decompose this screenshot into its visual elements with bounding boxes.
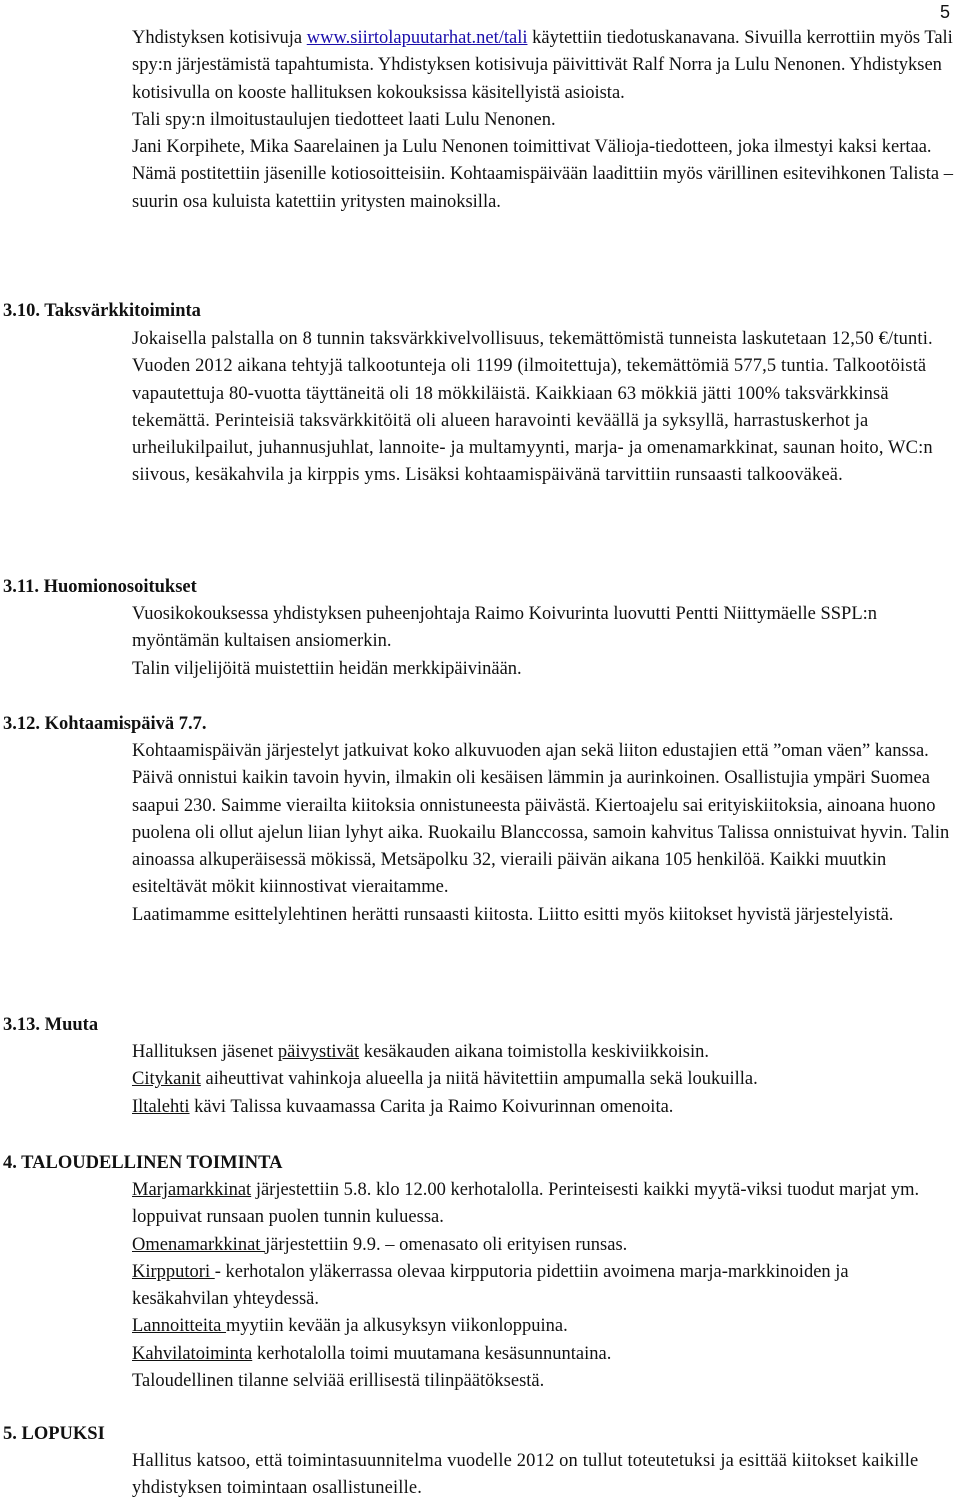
intro-text: Yhdistyksen kotisivuja — [132, 28, 307, 48]
section-heading-4: 4. TALOUDELLINEN TOIMINTA — [3, 1153, 283, 1173]
section-4-line-fertilizers — [132, 1313, 932, 1340]
line-text: myytiin kevään ja alkusyksyn viikonloppuina. — [226, 1316, 568, 1337]
website-link[interactable]: www.siirtolapuutarhat.net/tali — [306, 28, 528, 48]
section-3-12-body — [132, 738, 958, 929]
underlined-term: Marjamarkkinat — [132, 1180, 252, 1200]
section-4-line-apple-market — [132, 1232, 932, 1259]
section-heading-3-12: 3.12. Kohtaamispäivä 7.7. — [3, 714, 207, 734]
section-4-body — [132, 1177, 932, 1395]
line-text: kesäkauden aikana toimistolla keskiviikkoisin. — [359, 1042, 709, 1062]
underlined-term: Citykanit — [132, 1069, 201, 1090]
underlined-term: Kirpputori — [132, 1261, 215, 1282]
section-4-line-finances: Taloudellinen tilanne selviää erillisestä tilinpäätöksestä. — [132, 1371, 545, 1392]
section-4-line-flea-market — [132, 1259, 932, 1314]
page-number: 5 — [940, 2, 951, 22]
intro-text-continued: käytettiin tiedotuskanavana. Sivuilla kerrottiin myös Tali spy:n järjestämistä tapahtumista. Yhdistyksen kotisivuja päivittivät Ralf Norra ja Lulu Nenonen. Yhdistyksen kotisivulla on kooste hallituksen kokouksissa käsitellyistä asioista. — [132, 28, 953, 103]
line-text: Hallituksen jäsenet — [132, 1042, 278, 1062]
section-3-13-line-duty — [132, 1039, 958, 1066]
section-heading-3-10: 3.10. Taksvärkkitoiminta — [3, 301, 201, 321]
line-text: kävi Talissa kuvaamassa Carita ja Raimo Koivurinnan omenoita. — [189, 1096, 674, 1117]
section-3-11-paragraph-birthdays: Talin viljelijöitä muistettiin heidän merkkipäivinään. — [132, 658, 522, 679]
section-3-13-line-rabbits — [132, 1066, 958, 1093]
section-heading-3-11: 3.11. Huomionosoitukset — [3, 577, 197, 597]
underlined-term: Kahvilatoiminta — [132, 1343, 253, 1364]
intro-paragraph-website — [132, 25, 958, 107]
line-text: kerhotalolla toimi muutamana kesäsunnuntaina. — [252, 1343, 612, 1364]
section-3-13-body — [132, 1039, 958, 1121]
intro-paragraph-newsletter: Jani Korpihete, Mika Saarelainen ja Lulu Nenonen toimittivat Välioja-tiedotteen, joka ilmestyi kaksi kertaa. Nämä postitettiin jäsenille kotiosoitteisiin. Kohtaamispäivään laadittiin myös värillinen esitevihkonen Talista – suurin osa kuluista katettiin yritysten mainoksilla. — [132, 137, 953, 212]
section-3-12-paragraph-event: Kohtaamispäivän järjestelyt jatkuivat koko alkuvuoden ajan sekä liiton edustajien että ”oman väen” kanssa. Päivä onnistui kaikin tavoin hyvin, ilmakin oli kesäisen lämmin ja aurinkoinen. Osallistujia ympäri Suomea saapui 230. Saimme vierailta kiitoksia onnistuneesta päivästä. Kiertoajelu sai erityiskiitoksia, ainoana huono puolena oli ollut ajelun liian lyhyt aika. Ruokailu Blanccossa, samoin kahvitus Talissa onnistuivat hyvin. Talin ainoassa alkuperäisessä mökissä, Metsäpolku 32, vieraili päivän aikana 105 henkilöä. Kaikki muutkin esiteltävät mökit kiinnostivat vieraitamme. — [132, 741, 950, 898]
section-5-paragraph: Hallitus katsoo, että toimintasuunnitelma vuodelle 2012 on tullut toteutetuksi ja esittää kiitokset kaikille yhdistyksen toimintaan osallistuneille. — [132, 1451, 919, 1499]
section-4-line-berry-market — [132, 1177, 932, 1232]
section-heading-5: 5. LOPUKSI — [3, 1424, 105, 1444]
section-3-10-paragraph: Jokaisella palstalla on 8 tunnin taksvärkkivelvollisuus, tekemättömistä tunneista laskutetaan 12,50 €/tunti. Vuoden 2012 aikana tehtyjä talkootunteja oli 1199 (ilmoitettuja), tekemättömiä 577,5 tuntia. Talkootöistä vapautettuja 80-vuotta täyttäneitä oli 18 mökkiläistä. Kaikkiaan 63 mökkiä jätti 100% taksvärkkinsä tekemättä. Perinteisiä taksvärkkitöitä oli alueen haravointi keväällä ja syksyllä, harrastuskerhot ja urheilukilpailut, juhannusjuhlat, lannoite- ja multamyynti, marja- ja omenamarkkinat, saunan hoito, WC:n siivous, kesäkahvila ja kirppis yms. Lisäksi kohtaamispäivänä tarvittiin runsaasti talkooväkeä. — [132, 329, 933, 486]
section-heading-3-13: 3.13. Muuta — [3, 1015, 99, 1035]
line-text: järjestettiin 5.8. klo 12.00 kerhotalolla. Perinteisesti kaikki myytä-viksi tuodut marjat ym. loppuivat runsaan puolen tunnin kuluessa. — [132, 1180, 920, 1228]
line-text: - kerhotalon yläkerrassa olevaa kirpputoria pidettiin avoimena marja-markkinoiden ja kesäkahvilan yhteydessä. — [132, 1261, 849, 1310]
section-3-12-paragraph-brochure: Laatimamme esittelylehtinen herätti runsaasti kiitosta. Liitto esitti myös kiitokset hyvistä järjestelyistä. — [132, 904, 894, 925]
section-4-line-cafe — [132, 1341, 932, 1368]
section-3-10-body — [132, 326, 958, 490]
underlined-term: Omenamarkkinat — [132, 1234, 266, 1255]
section-3-11-body — [132, 601, 958, 683]
line-text: aiheuttivat vahinkoja alueella ja niitä hävitettiin ampumalla sekä loukuilla. — [200, 1069, 758, 1090]
intro-section — [132, 25, 958, 216]
intro-paragraph-notices: Tali spy:n ilmoitustaulujen tiedotteet laati Lulu Nenonen. — [132, 109, 556, 130]
line-text: järjestettiin 9.9. – omenasato oli erityisen runsas. — [265, 1234, 628, 1255]
section-3-13-line-press — [132, 1094, 958, 1121]
section-5-body — [132, 1448, 958, 1503]
underlined-term: Iltalehti — [132, 1096, 190, 1117]
underlined-term: Lannoitteita — [132, 1316, 227, 1337]
section-3-11-paragraph-award: Vuosikokouksessa yhdistyksen puheenjohtaja Raimo Koivurinta luovutti Pentti Niittymäelle SSPL:n myöntämän kultaisen ansiomerkin. — [132, 604, 878, 652]
underlined-term: päivystivät — [277, 1042, 360, 1062]
